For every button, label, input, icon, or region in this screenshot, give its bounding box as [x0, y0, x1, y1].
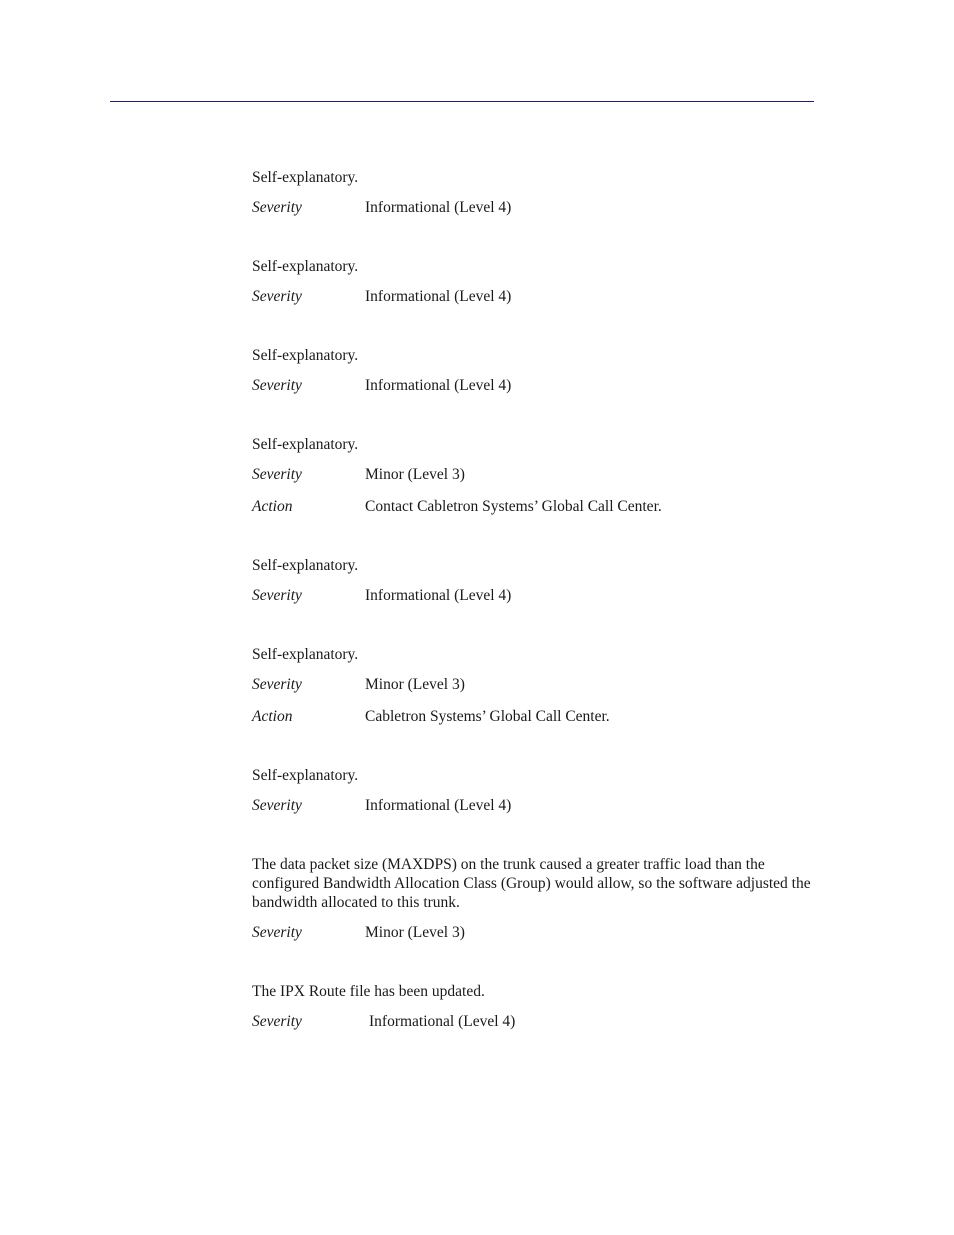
severity-label: Severity	[252, 924, 302, 941]
severity-row	[252, 287, 814, 306]
message-description: Self-explanatory.	[252, 258, 359, 275]
severity-label: Severity	[252, 466, 302, 483]
severity-label: Severity	[252, 587, 302, 604]
message-list	[252, 168, 814, 1044]
severity-label: Severity	[252, 288, 302, 305]
severity-label: Severity	[252, 377, 302, 394]
severity-label: Severity	[252, 199, 302, 216]
severity-row	[252, 796, 814, 815]
message-description: Self-explanatory.	[252, 646, 359, 663]
message-description: Self-explanatory.	[252, 436, 359, 453]
message-entry	[252, 766, 814, 815]
message-entry	[252, 645, 814, 726]
message-description: The IPX Route file has been updated.	[252, 983, 485, 1000]
severity-label: Severity	[252, 797, 302, 814]
severity-value: Informational (Level 4)	[369, 1013, 516, 1030]
severity-value: Informational (Level 4)	[365, 199, 512, 216]
severity-row	[252, 923, 814, 942]
severity-row	[252, 198, 814, 217]
action-value: Cabletron Systems’ Global Call Center.	[365, 708, 610, 725]
action-label: Action	[252, 498, 293, 515]
severity-row	[252, 465, 814, 484]
message-description: Self-explanatory.	[252, 169, 359, 186]
message-entry	[252, 855, 814, 942]
action-row	[252, 497, 814, 516]
message-description: Self-explanatory.	[252, 347, 359, 364]
severity-row	[252, 1012, 814, 1031]
severity-row	[252, 376, 814, 395]
severity-value: Informational (Level 4)	[365, 377, 512, 394]
header-rule	[110, 101, 814, 102]
message-description: Self-explanatory.	[252, 767, 359, 784]
severity-row	[252, 586, 814, 605]
action-label: Action	[252, 708, 293, 725]
severity-label: Severity	[252, 676, 302, 693]
message-description: The data packet size (MAXDPS) on the trunk caused a greater traffic load than the configured Bandwidth Allocation Class (Group) would allow, so the software adjusted the bandwidth allocated to this trunk.	[252, 856, 811, 911]
message-entry	[252, 257, 814, 306]
severity-value: Minor (Level 3)	[365, 466, 465, 483]
severity-label: Severity	[252, 1013, 302, 1030]
message-entry	[252, 556, 814, 605]
severity-row	[252, 675, 814, 694]
action-row	[252, 707, 814, 726]
message-entry	[252, 982, 814, 1031]
action-value: Contact Cabletron Systems’ Global Call Center.	[365, 498, 662, 515]
severity-value: Informational (Level 4)	[365, 587, 512, 604]
message-entry	[252, 435, 814, 516]
message-entry	[252, 346, 814, 395]
severity-value: Minor (Level 3)	[365, 676, 465, 693]
message-description: Self-explanatory.	[252, 557, 359, 574]
message-entry	[252, 168, 814, 217]
severity-value: Informational (Level 4)	[365, 797, 512, 814]
severity-value: Informational (Level 4)	[365, 288, 512, 305]
severity-value: Minor (Level 3)	[365, 924, 465, 941]
